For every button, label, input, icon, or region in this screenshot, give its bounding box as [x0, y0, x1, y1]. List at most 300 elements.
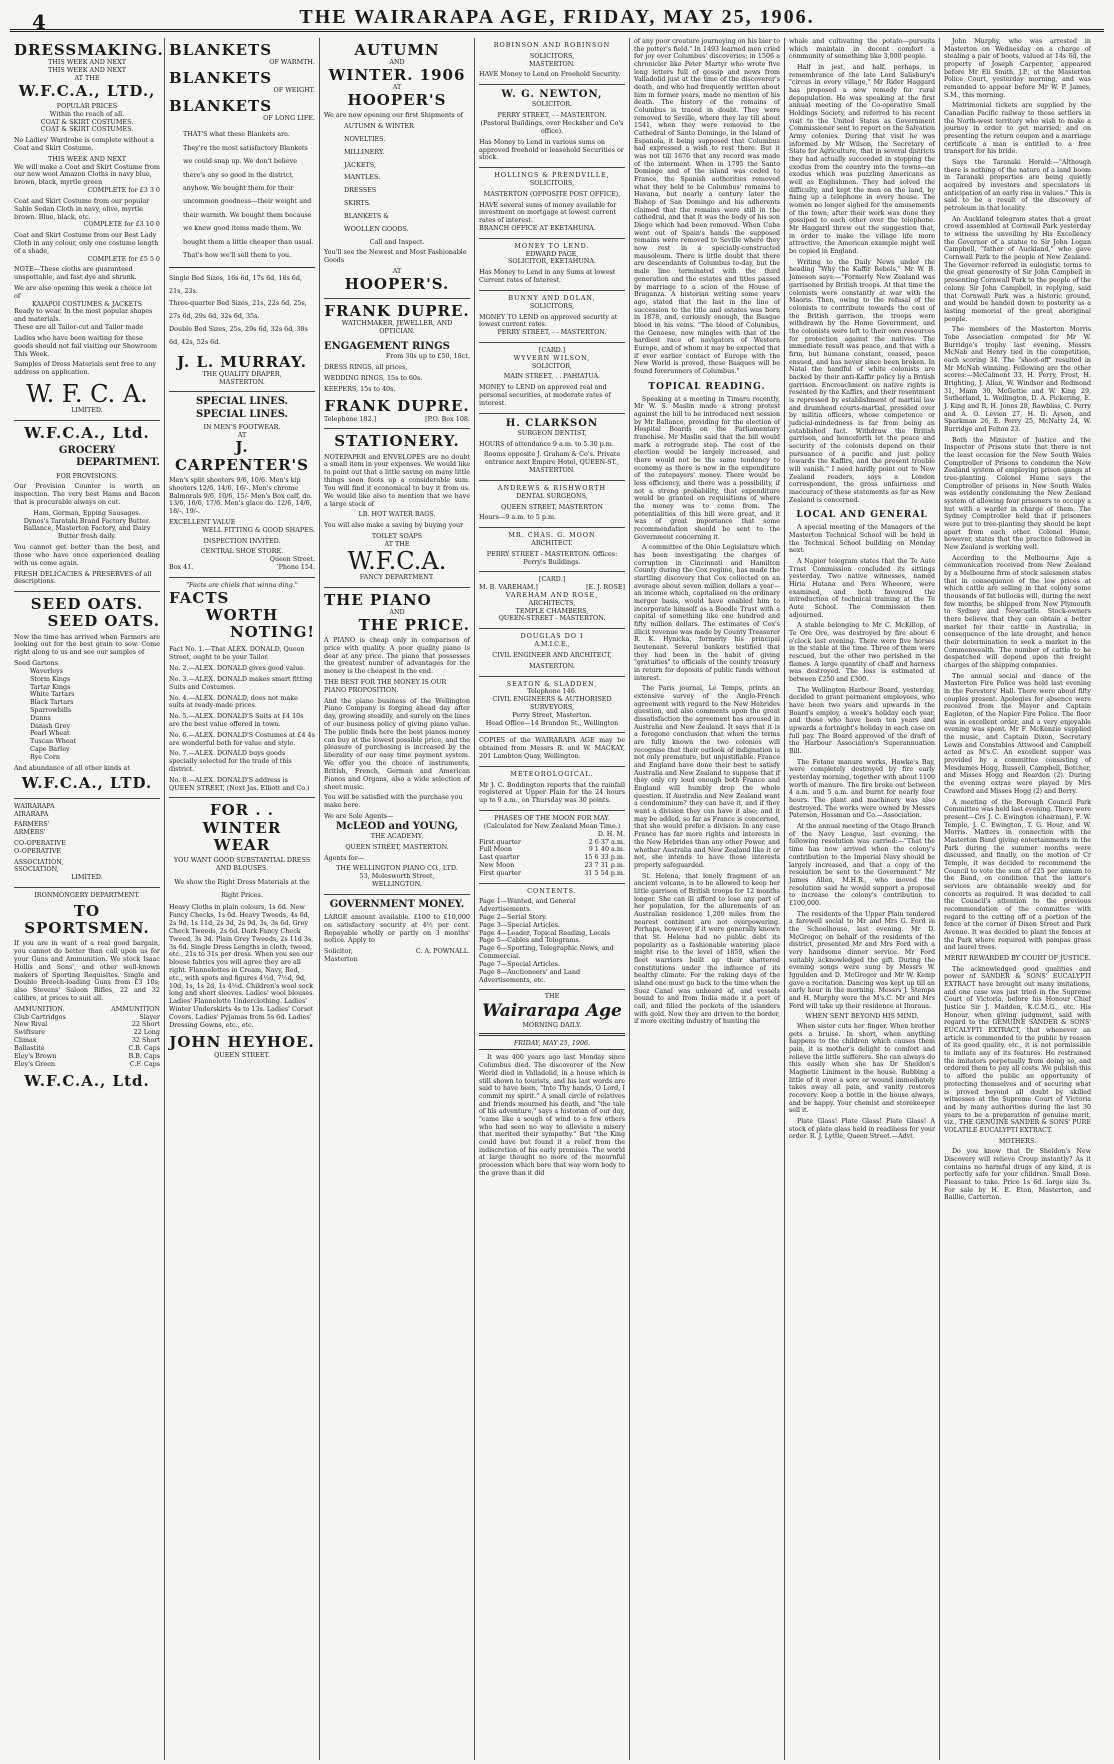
list-item: NOVELTIES.: [344, 135, 386, 143]
ad-heading: SEATON & SLADDEN,: [506, 679, 598, 688]
list-item: White Tartars: [30, 690, 75, 699]
table-cell: 22 Short: [131, 1020, 160, 1029]
list-item: Page 4—Leader, Topical Reading, Locals: [479, 928, 611, 937]
ad-text: AT: [237, 430, 247, 439]
ad-text: PERRY STREET - MASTERTON. Offices: Perry's Buildings.: [486, 549, 618, 566]
ad-heading: J. L. MURRAY.: [177, 352, 307, 371]
table-cell: Ballastite: [14, 1043, 45, 1052]
andrews-card: [479, 481, 625, 528]
ad-text: Head Office—14 Brandon St., Wellington: [485, 718, 619, 727]
ad-heading: W. G. NEWTON,: [501, 89, 603, 101]
ad-text: 53, Molesworth Street,: [359, 872, 435, 881]
ad-text: Perry Street, Masterton.: [512, 710, 592, 719]
article-text: It was 400 years ago last Monday since Columbus died. The discoverer of the New World died in Valladolid, in a house which is still shown to tourists, and his last words are said to have been, "Into Thy hands, O Lord, I commit my spirit." A small circle of relatives and friends mourned his death, and "the tale of his adventure," says a historian of our day, "came like a sough of wind to a few others who had seen no way to alleviate a misery that merited their sympathy." But "the King could have but found it a relief from the indiscretion of his early promises. The world at large thought no more of the mournful procession which bore that way worn body to the grave than it did: [479, 1054, 625, 1177]
ad-text: These are all Tailor-cut and Tailor made: [14, 323, 144, 332]
column-4: [475, 38, 630, 1760]
list-item: DRESSES: [344, 186, 377, 195]
ad-text: NOTE—These cloths are guaranteed unspottable, and fast dye and shrunk.: [14, 265, 137, 282]
coop-ad: [14, 799, 160, 888]
ad-text: Ready to wear. In the most popular shapes and materials.: [14, 307, 153, 324]
list-item: Storm Kings: [30, 674, 71, 683]
ad-text: 'Phone 154.: [276, 563, 315, 572]
ad-text: LIMITED.: [71, 406, 103, 415]
ad-heading: VAREHAM AND ROSE,: [505, 591, 599, 599]
price-line: COMPLETE for £5 5 0: [87, 254, 160, 263]
ad-text: M. B. VAREHAM.]: [479, 583, 538, 592]
ad-text: Call and Inspect.: [369, 237, 425, 246]
ad-text: LIMITED.: [71, 873, 103, 882]
table-cell: Eley's Green: [14, 1059, 56, 1068]
table-cell: Club Cartridges: [14, 1012, 66, 1021]
list-item: SKIRTS.: [344, 199, 371, 208]
ad-heading: TO SPORTSMEN.: [24, 901, 150, 938]
list-item: No. 2.—ALEX. DONALD gives good value.: [169, 664, 306, 673]
ad-text: QUEEN-STREET - MASTERTON.: [498, 614, 606, 623]
banner-text: MORNING DAILY.: [522, 1020, 582, 1029]
table-cell: New Moon: [479, 860, 515, 869]
ad-text: THE ACADEMY.: [370, 831, 424, 840]
ad-heading: DRESSMAKING.: [14, 41, 164, 59]
ad-text: CIVIL ENGINEER AND ARCHITECT,: [492, 650, 612, 659]
ad-heading: BLANKETS: [169, 97, 273, 116]
ad-text: (Pastoral Buildings, over Hecksher and Co's office).: [480, 119, 624, 135]
ad-text: Coat and Skirt Costume from our Best Lady Cloth in any colour, only one costume length of a shade,: [14, 231, 159, 255]
ad-text: Solicitor,: [324, 947, 353, 956]
list-item: Black Tartars: [30, 698, 74, 707]
winter-wear-ad: [169, 798, 315, 1064]
ad-text: OF WEIGHT.: [273, 86, 315, 95]
ad-heading: DOUGLAS DO I: [520, 632, 584, 641]
vareham-card: [479, 572, 625, 629]
ad-text: We are Sole Agents—: [324, 811, 394, 820]
ad-text: SOLICITORS,: [529, 51, 575, 60]
goods-list: [324, 120, 470, 235]
table-cell: Slayer: [139, 1012, 160, 1021]
ad-text: HOURS of attendance 9 a.m. to 5.30 p.m.: [479, 439, 614, 448]
ad-text: [P.O. Box 108.: [425, 414, 470, 423]
ad-text: A.M.I.C.E.,: [534, 640, 570, 649]
list-item: JACKETS,: [344, 160, 376, 169]
ad-text: You will be satisfied with the purchase you make here.: [324, 793, 463, 810]
ad-text: LARGE amount available. £100 to £10,000 on satisfactory security at 4½ per cent. Repayable wholly or partly on 3 months' notice. Apply to: [324, 913, 470, 945]
article-text: Writing to the Daily News under the heading "Why the Kaffir Rebels," Mr W. B. Jameson says:—"Formerly New Zealand was garrisoned by British troops. At that time the colonists were constantly at war with the Maoris. Then, owing to the refusal of the colonists to contribute towards the cost of the British garrison, the troops were withdrawn by the Home Government, and the colonists were left to their own resources for protection against the natives. The immediate result was peace, and that with a firm, but humane constant, ceased, peace ensued, and has never since been broken. In Natal the handful of white colonists are backed by their anti-Kaffir policy by a British garrison. Encroachment on native rights is resented by the Kaffirs, and their resentment is repressed by establishment of martial law and drumhead courts-martial, presided over by militia officers, whose competence or judicial-mindedness is far from being an established fact. Withdraw the British garrison, and henceforth let the peace and security of the colonists depend on their pursuance of a pacific and just policy towards the Kaffirs, and the present trouble will vanish." I need hardly point out to New Zealand readers, says a London correspondent, the gross unfairness and inaccuracy of these statements as far as New Zealand is concerned.: [789, 258, 935, 504]
ammunition-table: [14, 1006, 160, 1069]
masthead: [10, 6, 1104, 32]
table-cell: 31 5 54 p.m.: [584, 868, 625, 877]
ad-text: If you are in want of a real good bargain, you cannot do better than call upon us for your Guns and Ammunition. We stock Isaac Hollis and Sons', and other well-known makers of Sporting Requisites. Single and Double Breech-loading Guns from £3 10s; also Stevens' Saloon Rifles, 22 and 32 calibre, at prices to suit all.: [14, 939, 160, 1002]
ad-text: Within the reach of all.: [49, 109, 125, 118]
ad-text: From 30s up to £50, 18ct.: [385, 352, 470, 361]
ad-text: We are now opening our first Shipments of: [324, 111, 464, 120]
table-header: D. H. M.: [597, 829, 625, 838]
article-subheading: MERIT REWARDED BY COURT OF JUSTICE.: [944, 953, 1091, 962]
bunny-card: [479, 291, 625, 343]
ad-text: CO-OPERATIVE: [14, 838, 66, 847]
table-cell: New Rival: [14, 1020, 48, 1029]
ad-text: WELL FITTING & GOOD SHAPES.: [202, 525, 315, 534]
ad-text: And the piano business of the Wellington Piano Company is forging ahead day after day, growing steadily, and surely on the lines of our business policy of giving piano value. The public finds here the best pianos money can buy at the lowest possible price, and the pleasure of purchasing is increased by the liberality of our easy time payment system. We offer you the choice of instruments, British, French, German and American Pianos and Organs, also a wide selection of sheet music.: [324, 696, 470, 791]
ad-text: [E. J. ROSE]: [586, 583, 625, 592]
section-heading: PHASES OF THE MOON FOR MAY.: [494, 814, 610, 823]
dressmaking-ad: [14, 38, 164, 421]
piano-ad: [324, 588, 470, 895]
ad-text: HAVE Money to Lend on Freehold Security.: [479, 70, 621, 79]
newspaper-title: THE WAIRARAPA AGE, FRIDAY, MAY 25, 1906.: [299, 6, 815, 28]
ad-text: We will make a Coat and Skirt Costume from our new wool Amazon Cloths in navy blue, brown, black, myrtle green: [14, 162, 160, 187]
column-1: [10, 38, 165, 1760]
hoopers-ad: [324, 38, 470, 299]
ad-heading: W.F.C.A., LTD.,: [18, 81, 156, 100]
table-cell: 23 7 31 p.m.: [584, 860, 625, 869]
blankets-ad: [169, 38, 315, 392]
column-7: [940, 38, 1095, 1760]
editorial-date: FRIDAY, MAY 25, 1906.: [479, 1040, 625, 1051]
ad-text: "Facts are chiels that winna ding.": [186, 580, 298, 589]
ad-text: Telephone 146.: [527, 687, 577, 696]
table-cell: Full Moon: [479, 845, 513, 854]
ad-text: SOLICITOR, EKETAHUNA.: [507, 257, 596, 266]
ad-text: WATCHMAKER, JEWELLER, AND OPTICIAN.: [341, 319, 453, 336]
article-text: A stable belonging to Mr C. McKillop, of Te Ore Ore, was destroyed by fire about 6 o'clock last evening. There were five horses in the stable at the time. Three of them were rescued, but the other two perished in the flames. A large quantity of chaff and harness was destroyed. The loss is estimated at between £250 and £300.: [789, 622, 935, 684]
list-item: Tartar Kings: [30, 682, 71, 691]
ad-text: WAIRARAPA: [14, 801, 55, 810]
list-item: Page 8—Auctioneers' and Land Advertisements, etc.: [479, 967, 581, 984]
article-text: Mr J. C. Boddington reports that the rainfall registered at Upper Plain for the 24 hours up to 9 a.m., on Thursday was 30 points.: [479, 780, 625, 805]
seed-oats-ad: [14, 592, 160, 799]
ad-text: QUEEN STREET, MASTERTON.: [345, 842, 449, 851]
hollings-card: [479, 168, 625, 239]
article-text: St. Helena, that lonely fragment of an ancient volcano, is to be allowed to keep her little garrison of British troops for 12 months longer. She can ill afford to lose any part of her population, for the allurements of an Australian residence 1,200 miles from the nearest continent are not overpowering. Perhaps, however, if it were generally known that St. Helena had no public debt its popularity as a fashionable watering place might rise to the level of 1859, when the fleet warriors built up their shattered constitutions under the influence of its healthy climate. For the raking days of the island one must go back to the time when the Suez Canal was unheard of, and vessels bound to and from India made it a port of call, and filled the pockets of the islanders with gold. Now they are driven to the border, if more exciting industry of hunting the: [634, 872, 780, 1026]
ad-heading: SPECIAL LINES.: [195, 396, 289, 408]
ad-text: SOLICITOR,: [531, 361, 573, 370]
ad-text: We are also opening this week a choice lot of: [14, 284, 152, 300]
article-subheading: MOTHERS.: [998, 1136, 1037, 1145]
editorial-banner: [479, 990, 625, 1035]
table-header: AMMUNITION.: [14, 1004, 65, 1013]
ad-text: Our Provision Counter is worth an inspection. The very best Hams and Bacon that is procurable always on cut.: [14, 482, 160, 506]
moon-phases-section: [479, 811, 625, 884]
table-row: [14, 1061, 160, 1069]
ad-text: Seed Gartons: [14, 659, 58, 668]
article-text: Do you know that Dr Sheldon's New Discovery will relieve Croup instantly? As it contains no harmful drugs of any kind, it is perfectly safe for your children. Small Dose. Pleasant to take. Price 1s 6d. large size 3s. For sale by H. E. Eton, Masterton, and Baillie, Carterton.: [944, 1148, 1091, 1202]
ad-text: Ham, German, Epping Sausages.: [33, 508, 141, 517]
list-item: Cape Barley: [30, 745, 70, 753]
column-5: [630, 38, 785, 1760]
tailor-ad: [169, 578, 315, 799]
moon-card: [479, 528, 625, 572]
article-text: A meeting of the Borough Council Park Committee was held last evening. There were present—Crs J. C. Ewington (chairman), F. W. Temple, J. C. Ewington, T. G. Hour, and W. Morris. Matters in connection with the Masterton Band giving entertainments in the Park during the summer months were discussed, and finally, on the motion of Cr Temple, it was decided to recommend the Council to vote the sum of £25 per annum to the Band, on condition that the latter's services are obtainable weekly and for concerts as required. It was decided to call the Council's attention to the previous recommendation of the committee with regard to the cutting off of a portion of the fence at the corner of Dixon Street and Park Avenue. It was decided to plant the fences at the Park where required with pampas grass and laurel trees.: [944, 798, 1091, 952]
list-item: BLANKETS &: [344, 211, 389, 220]
table-cell: C.F. Caps: [129, 1059, 160, 1068]
ad-heading: FRANK DUPRE.: [324, 302, 470, 320]
ad-text: And abundance of all other kinds at: [14, 763, 130, 772]
ad-text: SSOCIATION,: [14, 865, 59, 874]
ad-heading: McLEOD and YOUNG,: [335, 820, 459, 832]
sportsmen-ad: [14, 888, 160, 1096]
article-text: At the annual meeting of the Otago Branch of the Navy League, last evening, the following resolution was carried:—"That the time has now arrived when the colony's contribution to the Imperial Navy should be largely increased, and that a copy of the resolution be sent to the Government." Mr James Allen, M.H.R., who moved the resolution said he would support a proposal to increase the colony's contribution to £100,000.: [789, 823, 935, 907]
ad-text: COAT & SKIRT COSTUMES.: [40, 125, 134, 134]
list-item: Page 6—Sporting, Telegraphic News, and Commercial.: [479, 944, 614, 961]
ad-text: MASTERTON.: [529, 661, 575, 670]
ad-text: Has Money to Lend in various sums on approved freehold or leasehold Securities or stock.: [479, 137, 624, 162]
government-money-ad: [324, 895, 470, 969]
table-cell: Last quarter: [479, 853, 520, 862]
ad-heading: ENGAGEMENT RINGS: [324, 340, 450, 352]
ad-heading: BLANKETS: [169, 69, 273, 88]
ad-heading: H. CLARKSON: [505, 417, 599, 429]
list-item: AUTUMN & WINTER: [344, 122, 414, 131]
article-text: Plate Glass! Plate Glass! Plate Glass! A stock of plate glass held in readiness for your order. R. J. Lyttle, Queen Street.—Advt.: [789, 1118, 935, 1141]
price-line: COMPLETE for £3 3 0: [87, 186, 160, 195]
ad-text: We show the Right Dress Materials at the Right Prices.: [174, 877, 310, 899]
table-cell: First quarter: [479, 868, 521, 877]
ad-text: Coat and Skirt Costume from our popular Sable Sedan Cloth in navy, olive, myrtle brown. Blue, black, etc.: [14, 196, 150, 221]
ad-text: FOR PROVISIONS.: [56, 471, 118, 480]
contents-list: [479, 898, 625, 984]
article-text: Says the Taranaki Herald:—"Although there is nothing of the nature of a land boom in Taranaki properties are being quietly acquired by investors and speculators in anticipation of an early rise in values." This is said to be a result of the discovery of petroleum in that locality.: [944, 159, 1091, 213]
ad-text: THIS WEEK AND NEXT: [48, 154, 126, 163]
ad-text: ASSOCIATION,: [14, 857, 64, 866]
list-item: No. 8.—ALEX. DONALD'S address is QUEEN STREET, (Next Jas. Elliott and Co.): [169, 775, 310, 792]
ad-heading: THE PRICE.: [358, 615, 470, 634]
ad-text: Now the time has arrived when Farmers are looking out for the best grain to sow. Come right along to us and see our samples of: [14, 632, 160, 657]
article-text: John Murphy, who was arrested in Masterton on Wednesday on a charge of stealing a pair of boots, valued at 14s 6d, the property of Joseph Carpenter, appeared before Mr Eli Smith, J.P., at the Masterton Police Court, yesterday morning, and was remanded to appear before Mr W. P. James, S.M., this morning.: [944, 38, 1091, 99]
table-cell: Climax: [14, 1036, 37, 1045]
ad-text: QUEEN STREET, MASTERTON: [500, 502, 603, 511]
article-text: A Napier telegram states that the Te Aute Trust Commission concluded its sittings yesterday. Two native witnesses, named Hiria Hutana and Pera Wheeore, were examined, and both favoured the introduction of technical training at the Te Aute School. The Commission then adjourned.: [789, 557, 935, 619]
ad-heading: W.F.C.A., Ltd.: [24, 423, 150, 442]
ad-text: THE WELLINGTON PIANO CO., LTD.: [336, 864, 458, 873]
ad-text: PERRY STREET, - - MASTERTON.: [497, 328, 607, 337]
article-subheading: WHEN SENT BEYOND HIS MIND.: [805, 1012, 919, 1021]
table-cell: B.B. Caps: [128, 1051, 160, 1060]
ad-text: OF WARMTH.: [269, 58, 315, 67]
ad-text: CENTRAL SHOE STORE.: [200, 547, 284, 556]
section-heading: CONTENTS.: [527, 886, 577, 895]
page-number: 4: [32, 10, 46, 34]
ad-text: YOU WANT GOOD SUBSTANTIAL DRESS AND BLOUSES.: [173, 856, 311, 873]
stationery-ad: [324, 429, 470, 587]
article-text: The residents of the Upper Plain tendered a farewell social to Mr and Mrs G. Ford in the Schoolhouse, last evening. Mr D. McGregor, on behalf of the residents of the district, presented Mr and Mrs Ford with a very handsome dinner service. Mr Ford suitably acknowledged the gift. During the evening songs were sung by Messrs W. Iggulden and D. McGregor and Mr W. Kemp gave a recitation. Dancing was kept up till an early hour in the morning. Messrs J. Stempa and H. Murphy were the M's.C. Mr and Mrs Ford will take up their residence at Ihuraua.: [789, 910, 935, 1010]
article-text: When sister cuts her finger. When brother gets a bruise. In short, when anything happens to the children which causes them pain, it is mother's delight to comfort and relieve the little sufferers. She can always do this easily when she has Dr Sheldon's Magnetic Liniment in the house. Rubbing a little of it over a sore or wound immediately takes away all pain, and vanity restores recovery. Keep a bottle in the house always, and be happy. Your chemist and storekeeper sell it.: [789, 1023, 935, 1115]
ad-text: THE BEST FOR THE MONEY IS OUR PIANO PROPOSITION.: [324, 677, 447, 694]
ad-heading: HOOPER'S: [347, 91, 447, 110]
list-item: Tuscan Wheat: [30, 737, 77, 746]
wilson-card: [479, 343, 625, 414]
ad-text: WEDDING RINGS, 15s to 60s.: [324, 373, 423, 382]
ad-text: MONEY to LEND on approved real and personal securities, at moderate rates of interest.: [479, 383, 611, 407]
column-3: [320, 38, 475, 1760]
newspaper-logo: Wairarapa Age: [482, 1001, 622, 1022]
ad-heading: W.F.C.A., LTD.: [21, 774, 153, 793]
ad-text: MONEY TO LEND on approved security at lowest current rates.: [479, 312, 618, 329]
ad-heading: W.F.C.A.: [347, 546, 447, 575]
ad-heading: GROCERY: [58, 445, 116, 457]
table-header: AMMUNITION: [111, 1004, 160, 1013]
ad-text: LB. HOT WATER BAGS.: [358, 510, 436, 519]
ad-heading: WORTH: [205, 605, 279, 624]
ad-text: Rooms opposite J. Graham & Co's. Private entrance next Empire Hotel, QUEEN-ST., MASTERTON.: [483, 450, 621, 475]
ad-text: ARCHITECT.: [531, 538, 573, 547]
copies-notice: [479, 733, 625, 766]
ad-heading: NOTING!: [229, 623, 315, 642]
list-item: Waverleys: [30, 666, 63, 675]
ad-heading: AUTUMN: [354, 41, 440, 59]
ad-text: Masterton: [324, 955, 358, 964]
article-text: A committee of the Ohio Legislature which has been investigating the charges of corruption in Cincinnati and Hamilton County during the Cox regime, has made the startling discovery that Cox collected on an average about seven million dollars a year—an income which, capitalised on the ordinary merger basis, would have enabled him to incorporate himself as a Boodle Trust with a capital of something like one hundred and fifty million dollars. The estimates of Cox's illicit revenue was made by County Treasurer R. K. Hynicka, formerly his principal lieutenant. Several bankers testified that they had been in the habit of giving "gratuities" to officials of the county treasury in return for deposits of public funds without interest.: [634, 544, 780, 682]
ad-text: [CARD.]: [538, 575, 566, 584]
list-item: Page 5—Cables and Telegrams.: [479, 936, 581, 945]
list-item: Rye Corn: [30, 752, 61, 761]
clarkson-card: [479, 414, 625, 481]
ad-text: PERRY STREET, - - MASTERTON.: [497, 111, 607, 120]
ad-text: POPULAR PRICES: [56, 101, 118, 110]
ad-text: AT: [392, 83, 402, 92]
ad-heading: THE PIANO: [324, 590, 432, 609]
ad-heading: SPECIAL LINES.: [195, 408, 289, 420]
list-item: Fact No. 1.—That ALEX. DONALD, Queen Street, ought to be your Tailor.: [169, 645, 305, 662]
ad-subheading: THIS WEEK AND NEXT: [48, 66, 126, 75]
moon-phases-table: [479, 839, 625, 878]
ad-subheading: THIS WEEK AND NEXT: [48, 58, 126, 67]
article-text: The Wellington Harbour Board, yesterday, decided to grant permanent employees, who have been two years and upwards in the Board's employ, a week's holiday each year, and those who have been ten years and upwards a fortnight's holiday in each case on full pay. The Board approved of the draft of the Harbour Association's Superannuation Bill.: [789, 686, 935, 756]
ad-text: SOLICITOR.: [531, 100, 573, 109]
ad-heading: WINTER. 1906: [328, 66, 466, 85]
ad-text: Agents for—: [324, 853, 365, 862]
ad-heading: STATIONERY.: [334, 432, 460, 451]
list-item: No. 7.—ALEX. DONALD buys goods specially selected for the trade of this district.: [169, 749, 292, 774]
ad-text: FRESH DELICACIES & PRESERVES of all descriptions.: [14, 569, 152, 586]
ad-text: MAIN STREET, . . PAHIATUA.: [503, 372, 601, 381]
list-item: Pearl Wheat: [30, 729, 70, 738]
ad-text: (Calculated for New Zealand Mean Time.): [483, 821, 621, 830]
table-cell: 9 1 40 a.m.: [588, 845, 625, 854]
seaton-card: [479, 677, 625, 734]
footwear-ad: [169, 392, 315, 577]
column-6: [785, 38, 940, 1760]
list-item: Page 2—Serial Story.: [479, 913, 547, 921]
article-text: The Fetane manure works, Hawke's Bay, were completely destroyed by fire early yesterday morning, together with about 1100 worth of manure. The fire broke out between 4 a.m. and 5 a.m. and burnt for nearly four hours. The plant and machinery was also destroyed. The works were owned by Messrs Paterson, Hossman and Co.—Association.: [789, 758, 935, 820]
ad-heading: FOR . .: [209, 801, 275, 820]
table-cell: 2 6 37 a.m.: [588, 837, 625, 846]
ad-heading: JOHN HEYHOE.: [169, 1033, 315, 1052]
ad-heading: BUNNY AND DOLAN,: [508, 293, 596, 302]
article-text: A special meeting of the Managers of the Masterton Technical School will be held in the Technical School building on Monday next.: [789, 524, 935, 555]
ad-text: You cannot get better than the best, and those who have once experienced dealing with us come again.: [14, 543, 160, 567]
ad-text: SURGEON DENTIST,: [517, 428, 587, 437]
ad-text: No Ladies' Wardrobe is complete without a Coat and Skirt Costume.: [14, 136, 154, 152]
ad-text: KAIAPOI COSTUMES & JACKETS: [31, 299, 142, 308]
ad-text: IN MEN'S FOOTWEAR.: [203, 422, 281, 431]
list-item: No. 4.—ALEX. DONALD, does not make suits at ready-made prices.: [169, 693, 298, 710]
ad-text: [CARD.]: [538, 345, 566, 354]
ad-heading: FRANK DUPRE.: [324, 397, 470, 416]
list-item: Sparrowbills: [30, 705, 72, 714]
section-heading: TOPICAL READING.: [648, 381, 766, 392]
robinson-card: [479, 38, 625, 85]
ad-text: COAT & SKIRT COSTUMES.: [40, 117, 134, 126]
ad-text: Men's split shooters 9/6, 10/6. Men's kip shooters 12/6, 14/6, 16/-. Men's chrome Balmorals 9/6, 10/6, 15/- Men's Box calf, do. 13/6, 16/6, 17/6. Men's glace do. 12/6, 14/6, 18/-, 19/-.: [169, 475, 313, 516]
list-item: Danish Grey: [30, 721, 71, 730]
section-heading: METEOROLOGICAL.: [510, 769, 594, 778]
ad-text: THAT'S what these Blankets are. They're the most satisfactory Blankets we could snap up. We don't believe there's any so good in the district, anyhow. We bought them for their uncommon goodness—their weight and their warmth. We bought them because we knew good items made them. We bought them a little cheaper than usual. That's how we'll sell them to you.: [183, 130, 314, 260]
list-item: No. 3.—ALEX. DONALD makes smart fitting Suits and Costumes.: [169, 674, 313, 691]
table-cell: Swiftsure: [14, 1028, 46, 1037]
ad-heading: GOVERNMENT MONEY.: [329, 898, 465, 910]
ad-heading: ROBINSON AND ROBINSON: [493, 41, 611, 49]
ad-heading: W.F.C.A., Ltd.: [24, 1072, 150, 1091]
ad-text: Three-quarter Bed Sizes, 21s, 22s 6d, 25s, 27s 6d, 29s 6d, 32s 6d, 35s.: [169, 299, 307, 321]
douglas-card: [479, 629, 625, 676]
list-item: Page 3—Special Articles.: [479, 920, 560, 929]
table-cell: Eley's Brown: [14, 1051, 57, 1060]
ad-text: MASTERTON.: [219, 377, 265, 386]
ad-text: Dynes's Taratahi Brand Factory Butter.: [23, 516, 151, 525]
banner-text: THE: [544, 992, 560, 1001]
ad-text: INSPECTION INVITED.: [203, 536, 281, 545]
ad-text: You'll see the Newest and Most Fashionable Goods: [324, 248, 467, 265]
ad-text: ARMERS': [14, 828, 46, 837]
article-text: Speaking at a meeting in Timaru recently, Mr W. S. Maslin made a strong protest against the bill to be introduced next session by Mr Ballance, providing for the election of Hospital Boards on the Parliamentary franchise. Mr Maslin said that the bill would mark a retrograde step. The cost of the election would be largely increased, and there would not be the same tendency to economy as there is now in the expenditure of the ratepayers' money. There would be less efficiency, and there was a possibility, if not a strong probability, that expenditure would be granted on requisitions of where the money was to come from. The potentialities of this bill were great, and it was of great importance that some recommendation should be sent to the Government concerning it.: [634, 395, 780, 541]
ad-heading: WYVERN WILSON,: [513, 353, 591, 362]
ad-heading: W. F. C. A.: [26, 379, 148, 408]
article-text: Matrimonial tickets are supplied by the Canadian Pacific railway to those settlers in the North-west territory who wish to make a journey in order to get married; and on presenting the return coupon and a marriage certificate a man is entitled to a free transport for his bride.: [944, 102, 1091, 156]
list-item: No. 6.—ALEX. DONALD'S Costumes at £4 4s are wonderful both for value and style.: [169, 730, 315, 747]
list-item: Dunns: [30, 713, 51, 722]
ad-text: DRESS RINGS, all prices,: [324, 362, 408, 371]
section-heading: LOCAL AND GENERAL: [796, 510, 928, 521]
table-cell: First quarter: [479, 837, 521, 846]
ad-text: THE QUALITY DRAPER,: [202, 369, 282, 378]
price-line: COMPLETE for £3 10 0: [83, 220, 160, 229]
newton-card: [479, 85, 625, 168]
ad-heading: ANDREWS & RISHWORTH: [497, 483, 607, 492]
ad-text: TOILET SOAPS: [371, 531, 423, 540]
table-row: [479, 870, 625, 878]
list-item: Page 7—Special Articles.: [479, 959, 560, 968]
ad-text: FANCY DEPARTMENT.: [359, 572, 435, 581]
ad-text: HAVE several sums of money available for investment on mortgage at lowest current rates of interest.: [479, 200, 617, 225]
ad-text: O-OPERATIVE: [14, 846, 61, 855]
ad-text: COPIES of the WAIRARAPA AGE may be obtained from Messrs R. and W. MACKAY, 201 Lambton Quay, Wellington.: [479, 736, 625, 760]
ad-text: AT THE: [74, 73, 100, 82]
ad-text: Heavy Cloths in plain colours, 1s 6d. New Fancy Checks, 1s 6d. Heavy Tweeds, 4s 6d, 2s 9d, 1s 11d, 2s 3d, 2s 9d, 3s, 3s 6d. Grey Check Tweeds, 2s 6d. Dark Fancy Check Tweed, 3s 3d. Plain Grey Tweeds, 2s 11d 3s, 3s 6d. Single Dress Lengths in cloth, tweed, etc., 21s to 31s per dress. When you see our blouse fabrics you will agree they are all right. Flannelettes in Cream, Navy, Red, etc., with spots and figures 4½d, 7½d, 9d, 10d, 1s, 1s 2d, 1s 4½d. Children's wool sock long and short sleeves. Ladies' wool blouses. Ladies' Flannelette Underclothing. Ladies' Winter Underskirts 4s to 13s. Ladies' Corset Covers. Ladies' Pyjamas from 5s 6d. Ladies' Dressing Gowns, etc., etc.: [169, 903, 315, 1029]
ad-text: FARMERS': [14, 820, 50, 829]
ad-text: Samples of Dress Materials sent free to any address on application.: [14, 360, 157, 377]
ad-text: Telephone 182.]: [324, 414, 377, 423]
ad-text: BRANCH OFFICE AT EKETAHUNA.: [479, 224, 596, 232]
ad-heading: FACTS: [169, 588, 230, 607]
article-text: The members of the Masterton Morris Tobe Association competed for Mr W. Burridge's trophy last evening. Messrs McNab and Henry tied in the competition, each scoring 34. The "shoot-off" resulted in Mr McNab winning. Following are the other scores:—McCalmont 33, H. Perry, Frost, H. Brighting, J. Allan, W. Windsor and Redmond 31, Mann 30, McGettie and W. King 29, Sutherland, L. Wellington, D. A. Pickering, E. J. King and R. H. Jones 28, Rawbliss, C. Perry and A. O. Levien 27, H. D. Ayson, and Sparkman 26, E. Perry 25, McNatty 24, W. Burridge and Felton 23.: [944, 326, 1091, 433]
ad-text: C. A. POWNALL.: [415, 947, 470, 956]
seed-list: [14, 668, 160, 762]
ad-heading: WINTER: [202, 818, 282, 837]
ad-text: SOLICITORS,: [529, 301, 575, 310]
ad-heading: DEPARTMENT.: [76, 457, 160, 469]
list-item: WOOLLEN GOODS.: [344, 224, 409, 233]
contents-section: [479, 884, 625, 991]
ad-text: DENTAL SURGEONS,: [516, 491, 588, 500]
article-text: The Paris journal, Le Temps, prints an extensive survey of the Anglo-French agreement with regard to the New Hebrides question, and also comments upon the great dissatisfaction the agreement has aroused in Australia and New Zealand. It says that it is a foregone conclusion that when the terms are fully known the two colonies will recognise that their outlook of indignation is not only premature, but unjustifiable. France and England have done their best to satisfy Australia and New Zealand to suppose that if they only cry loud enough both France and England will humbly drop the whole question. If Australia and New Zealand want a condominium? they can have it, and if they want a division they can have it also; and it may be added, so far as France is concerned, that she would prefer a division. In any case France has far more rights and interests in the New Hebrides than any other Power, and whether Australia and New Zealand like it or not, she intends to have those interests properly safeguarded.: [634, 685, 780, 869]
ad-text: Hours—9 a.m. to 5 p.m.: [479, 513, 557, 522]
ad-heading: MR. CHAS. G. MOON: [508, 531, 596, 540]
dupre-ad: [324, 299, 470, 429]
ad-text: TEMPLE CHAMBERS,: [515, 606, 589, 615]
ad-text: EDWARD PAGE,: [525, 249, 579, 258]
list-item: MANTLES.: [344, 173, 381, 182]
article-text: Both the Minister of Justice and the Inspector of Prisons state that there is not the least occasion for the New South Wales Comptroller of Prisons to condemn the New Zealand system of employing prison gangs at tree-planting. Colonel Hume says the Comptroller of prisons in New South Wales was evidently condemning the New Zealand system of allowing four prisoners to occupy a hut with a warder in charge of them. The Sydney Comptroller held that if prisoners were put to tree-planting they should be kept apart from each other. Colonel Hume, however, states that the practice followed in New Zealand is working well.: [944, 436, 1091, 551]
ad-text: Queen Street.: [269, 555, 315, 564]
